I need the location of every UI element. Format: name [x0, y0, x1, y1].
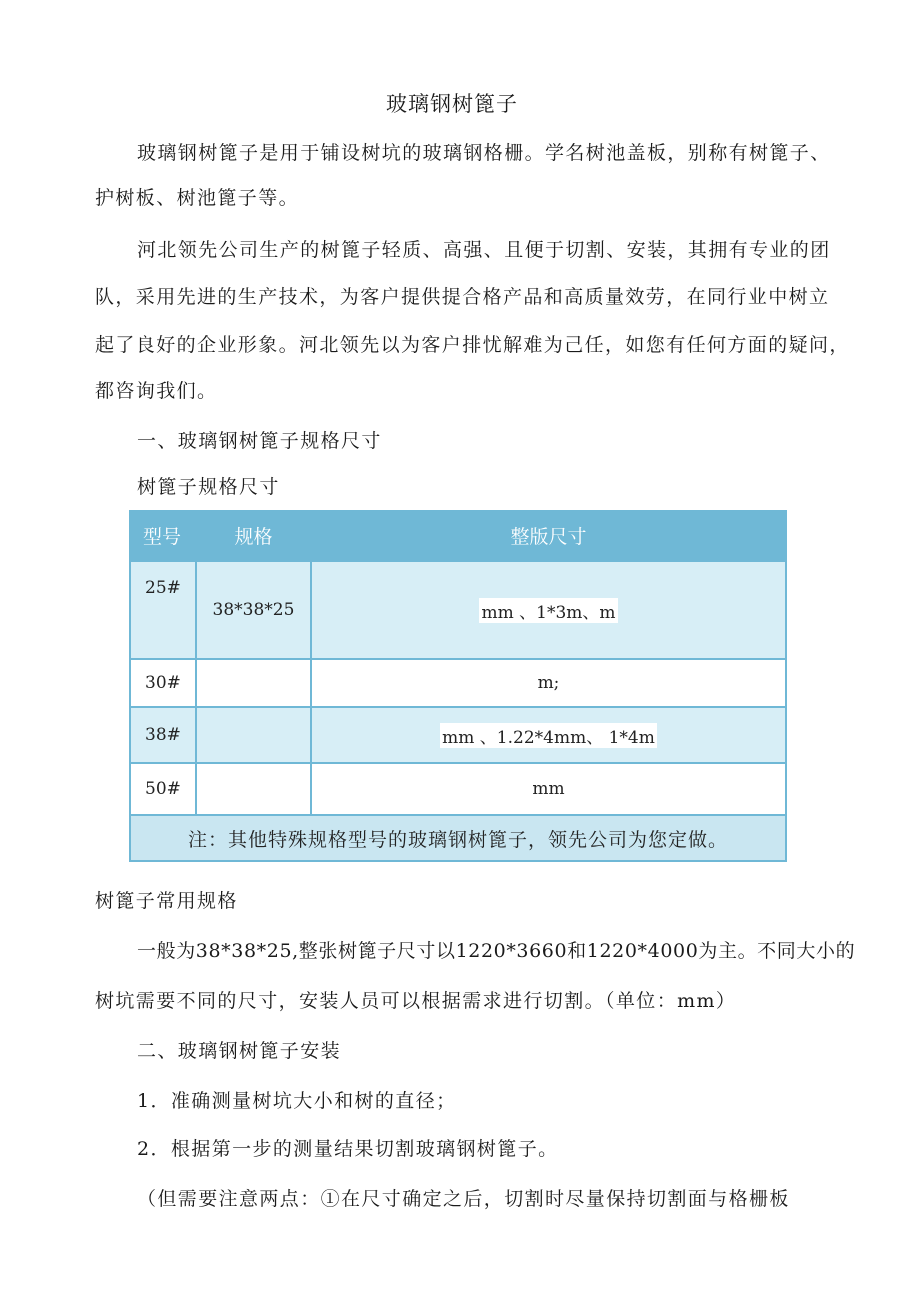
- page-title: 玻璃钢树篦子: [386, 92, 518, 116]
- table-row-38-model: [131, 708, 195, 762]
- header-spec: 规格: [234, 525, 273, 548]
- table-row-30-model: [131, 660, 195, 706]
- table-cell-size: mm: [532, 779, 565, 799]
- table-cell-size: mm 、1.22*4mm、 1*4m: [440, 723, 657, 748]
- common-line-2: 树坑需要不同的尺寸，安装人员可以根据需求进行切割。（单位：mm）: [95, 990, 737, 1012]
- table-cell-model: 30#: [145, 673, 181, 693]
- table-row-25-spec: [197, 562, 310, 658]
- header-size: 整版尺寸: [510, 525, 587, 548]
- table-caption: 树篦子规格尺寸: [137, 476, 280, 498]
- table-row-38-spec: [197, 708, 310, 762]
- table-note: 注：其他特殊规格型号的玻璃钢树篦子，领先公司为您定做。: [131, 816, 785, 860]
- company-line-2: 队，采用先进的生产技术，为客户提供提合格产品和高质量效劳，在同行业中树立: [95, 286, 830, 308]
- section1-heading: 一、玻璃钢树篦子规格尺寸: [137, 430, 382, 452]
- intro-line-1: 玻璃钢树篦子是用于铺设树坑的玻璃钢格栅。学名树池盖板，别称有树篦子、: [137, 142, 831, 164]
- table-cell-spec: 38*38*25: [212, 600, 295, 620]
- common-heading: 树篦子常用规格: [95, 890, 238, 912]
- section2-heading: 二、玻璃钢树篦子安装: [137, 1040, 342, 1062]
- install-step-1: 1．准确测量树坑大小和树的直径；: [137, 1090, 457, 1112]
- table-cell-size: m;: [537, 673, 560, 693]
- table-cell-size: mm 、1*3m、m: [479, 598, 617, 623]
- table-row-38-size: [312, 708, 785, 762]
- table-row-25-size: [312, 562, 785, 658]
- table-row-25-model: [131, 562, 195, 658]
- install-step-2: 2．根据第一步的测量结果切割玻璃钢树篦子。: [137, 1138, 559, 1160]
- table-row-50-model: [131, 764, 195, 814]
- intro-line-2: 护树板、树池篦子等。: [95, 187, 300, 209]
- company-line-3: 起了良好的企业形象。河北领先以为客户排忧解难为己任，如您有任何方面的疑问，: [95, 334, 850, 356]
- table-cell-model: 50#: [145, 779, 181, 799]
- header-model: 型号: [142, 525, 181, 548]
- spec-table: [129, 510, 787, 862]
- table-row-50-spec: [197, 764, 310, 814]
- table-row-30-size: [312, 660, 785, 706]
- table-cell-model: 25#: [145, 578, 181, 598]
- table-row-50-size: [312, 764, 785, 814]
- common-line-1: 一般为38*38*25,整张树篦子尺寸以1220*3660和1220*4000为主。不同大小的: [137, 940, 856, 962]
- table-cell-model: 38#: [145, 725, 181, 745]
- company-line-4: 都咨询我们。: [95, 380, 218, 402]
- install-note: （但需要注意两点：①在尺寸确定之后，切割时尽量保持切割面与格栅板: [137, 1188, 790, 1210]
- company-line-1: 河北领先公司生产的树篦子轻质、高强、且便于切割、安装，其拥有专业的团: [137, 239, 831, 261]
- table-row-30-spec: [197, 660, 310, 706]
